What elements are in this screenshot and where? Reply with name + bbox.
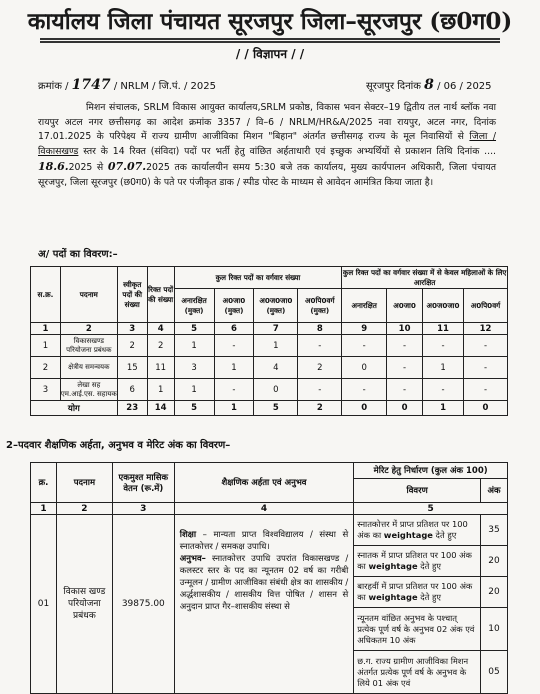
- th-salary: एकमुश्त मासिक वेतन (रू.में): [112, 463, 174, 503]
- table-row: 2 क्षेत्रीय समन्वयक 15 11 3 1 4 2 0 - 1 -: [31, 357, 508, 379]
- th-detail: विवरण: [354, 479, 481, 503]
- merit-criterion: स्नातकोत्तर में प्राप्त प्रतिशत पर 100 अंक का weightage देते हुए: [354, 515, 481, 546]
- posts-table: [30, 266, 508, 416]
- body-paragraph: मिशन संचालक, SRLM विकास आयुक्त कार्यालय,SRLM प्रकोष्ठ, विकास भवन सेक्टर–19 द्वितीय तल नार्थ ब्लॉक नवा रायपुर अटल नगर छत्तीसगढ़ का आदेश क्रमांक 3357 / वि–6 / NRLM/HR&A/2025 नवा रायपुर, अटल नगर, दिनांक 17.01.2025 के परिपेक्ष्य में राज्य ग्रामीण आजीविका मिशन "बिहान" अंतर्गत छत्तीसगढ़ राज्य के मूल निवासियों से जिला / विकासखण्ड स्तर के 14 रिक्त (संविदा) पदों पर भर्ती हेतु वांछित अर्हताधारी एवं इच्छुक अभ्यर्थियों से प्रकाशन तिथि दिनांक .... 18.6.2025 से 07.07.2025 तक कार्यालयीन समय 5:30 बजे तक कार्यालय, मुख्य कार्यपालन अधिकारी, जिला पंचायत सूरजपुर, जिला सूरजपुर (छ0ग0) के पते पर पंजीकृत डाक / स्पीड पोस्ट के माध्यम से आवेदन आमंत्रित किया जाता है।: [38, 102, 497, 188]
- merit-criterion: बारहवीं में प्राप्त प्रतिशत पर 100 अंक का weightage देते हुए: [354, 577, 481, 608]
- th-marks: अंक: [481, 479, 508, 503]
- th-merit: मेरिट हेतु निर्धारण (कुल अंक 100): [354, 463, 508, 479]
- level-underlined: जिला / विकासखण्ड: [38, 131, 497, 158]
- th-sanctioned: स्वीकृत पदों की संख्या: [117, 267, 147, 323]
- th-c4: अ0पि0वर्ग (मुक्त): [298, 289, 342, 323]
- merit-criterion: छ.ग. राज्य ग्रामीण आजीविका मिशन अंतर्गत प्रत्येक पूर्ण वर्ष के अनुभव के लिये 01 अंक एवं: [354, 651, 481, 694]
- merit-marks: 05: [481, 651, 508, 694]
- merit-criterion: न्यूनतम वांछित अनुभव के पश्चात् प्रत्येक पूर्ण वर्ष के अनुभव 02 अंक एवं अधिकतम 10 अंक: [354, 608, 481, 651]
- advertisement-label: / / विज्ञापन / /: [235, 47, 305, 61]
- title-underline: [40, 38, 500, 40]
- issue-date: सूरजपुर दिनांक 8 / 06 / 2025: [366, 77, 492, 93]
- th-c3: अ0ज0जा0 (मुक्त): [254, 289, 298, 323]
- th-c2: अ0जा0 (मुक्त): [214, 289, 254, 323]
- th-category-group: कुल रिक्त पदों का वर्गवार संख्या: [174, 267, 342, 289]
- handwritten-date-from: 18.6.: [38, 159, 69, 173]
- th-sno: क्र.: [31, 463, 57, 503]
- th-c8: अ0पि0वर्ग: [464, 289, 508, 323]
- section-1-heading: अ/ पदों का विवरण:–: [38, 249, 118, 260]
- handwritten-date-day: 8: [424, 77, 434, 93]
- th-sno: स.क्र.: [31, 267, 61, 323]
- th-post: पदनाम: [60, 267, 117, 323]
- qualification-table: [30, 462, 508, 694]
- merit-marks: 35: [481, 515, 508, 546]
- th-women-group: कुल रिक्त पदों का वर्गवार संख्या में से केवल महिलाओं के लिए आरक्षित: [342, 267, 507, 287]
- total-row: योग 23 14 5 1 5 2 0 0 1 0: [31, 401, 508, 416]
- th-c6: अ0जा0: [387, 289, 423, 323]
- th-c7: अ0ज0जा0: [423, 289, 464, 323]
- merit-criterion: स्नातक में प्राप्त प्रतिशत पर 100 अंक का weightage देते हुए: [354, 546, 481, 577]
- table-row: 1 विकासखण्ड परियोजना प्रबंधक 2 2 1 - 1 - - - - -: [31, 335, 508, 357]
- section-2-heading: 2–पदवार शैक्षणिक अर्हता, अनुभव व मेरिट अंक का विवरण–: [6, 440, 231, 451]
- th-vacant: रिक्त पदों की संख्या: [147, 267, 174, 323]
- merit-marks: 10: [481, 608, 508, 651]
- th-qualification: शैक्षणिक अर्हता एवं अनुभव: [174, 463, 354, 503]
- column-number-row: 1 2 3 4 5 6 7 8 9 10 11 12: [31, 323, 508, 335]
- th-c5: अनारक्षित: [342, 289, 387, 323]
- office-title: कार्यालय जिला पंचायत सूरजपुर जिला–सूरजपुर (छ0ग0): [27, 8, 513, 35]
- handwritten-date-to: 07.07.: [107, 159, 147, 173]
- th-c1: अनारक्षित (मुक्त): [174, 289, 214, 323]
- qualification-cell: शिक्षा – मान्यता प्राप्त विश्वविद्यालय / संस्था से स्नातकोत्तर / समकक्ष उपाधि। अनुभव– स्नातकोत्तर उपाधि उपरांत विकासखण्ड / कलस्टर स्तर के पद का न्यूनतम 02 वर्ष का गरीबी उन्मूलन / ग्रामीण आजीविका संबंधी क्षेत्र का शासकीय / अर्द्धशासकीय / शासकीय वित्त पोषित / शासन से अनुदान प्राप्त गैर–शासकीय संस्था से: [174, 515, 354, 694]
- merit-marks: 20: [481, 577, 508, 608]
- th-post: पदनाम: [56, 463, 112, 503]
- handwritten-ref-number: 1747: [71, 77, 111, 93]
- title-underline-2: [40, 41, 500, 43]
- column-number-row: 1 2 3 4 5: [31, 503, 508, 515]
- table-row: 3 लेखा सह एम.आई.एस. सहायक 6 1 1 - 0 - - - - -: [31, 379, 508, 401]
- reference-number: क्रमांक / 1747 / NRLM / जि.पं. / 2025: [38, 77, 216, 93]
- table-row: 01 विकास खण्ड परियोजना प्रबंधक 39875.00 शिक्षा – मान्यता प्राप्त विश्वविद्यालय / संस्था से स्नातकोत्तर / समकक्ष उपाधि। अनुभव– स्नातकोत्तर उपाधि उपरांत विकासखण्ड / कलस्टर स्तर के पद का न्यूनतम 02 वर्ष का गरीबी उन्मूलन / ग्रामीण आजीविका संबंधी क्षेत्र का शासकीय / अर्द्धशासकीय / शासकीय वित्त पोषित / शासन से अनुदान प्राप्त गैर–शासकीय संस्था से स्नातकोत्तर में प्राप्त प्रतिशत पर 100 अंक का weightage देते हुए 35: [31, 515, 508, 546]
- merit-marks: 20: [481, 546, 508, 577]
